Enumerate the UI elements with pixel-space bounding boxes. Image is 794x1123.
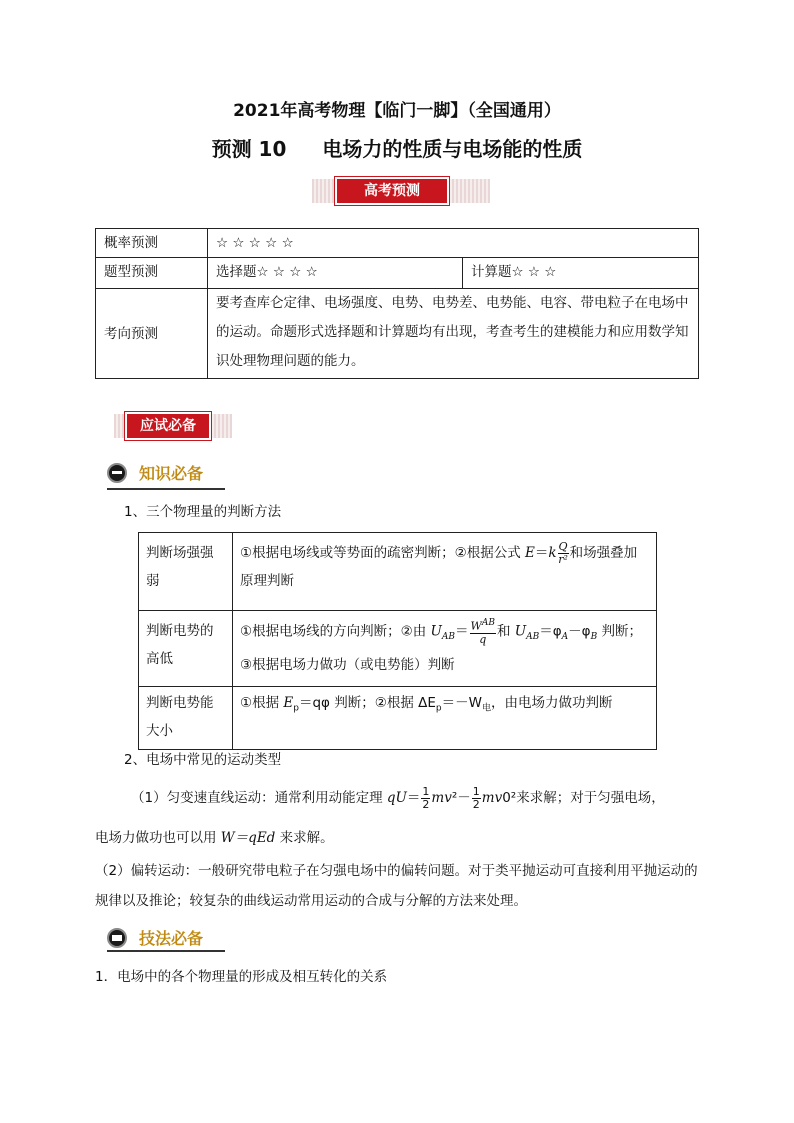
doc-title: 2021年高考物理【临门一脚】（全国通用） <box>233 101 561 121</box>
section-circle-icon <box>107 463 127 483</box>
cell-value: 选择题☆ ☆ ☆ ☆ <box>208 258 463 289</box>
cell-label: 判断场强强弱 <box>139 533 233 611</box>
list-item: 2、电场中常见的运动类型 <box>124 752 282 768</box>
cell-value: 要考查库仑定律、电场强度、电势、电势差、电势能、电容、带电粒子在电场中的运动。命题形式选择题和计算题均有出现，考查考生的建模能力和应用数学知识处理物理问题的能力。 <box>208 289 699 379</box>
section-circle-icon <box>107 928 127 948</box>
cell-value: ①根据电场线的方向判断；②由 $U_{AB}=$ $\frac{W^{AB}}{q}$ 和 $U_{AB}=\varphi_A-\varphi_B$ 判断；③根据电场力做功（或电势能）判断 <box>233 611 657 687</box>
cell-value: 计算题☆ ☆ ☆ <box>463 258 699 289</box>
fraction: $\frac{1}{2}$ <box>422 784 430 811</box>
fraction: $\frac{Q}{\text{r²}}$ <box>558 539 568 566</box>
banner-label: 高考预测 <box>337 179 447 203</box>
subtitle-number: 预测 10 <box>211 137 287 161</box>
cell-label: 题型预测 <box>96 258 208 289</box>
list-item: 1．电场中的各个物理量的形成及相互转化的关系 <box>95 969 388 985</box>
list-item: 1、三个物理量的判断方法 <box>124 504 282 520</box>
section-title: 技法必备 <box>139 929 204 948</box>
section-title: 知识必备 <box>139 464 204 483</box>
banner-yingshi-bibei <box>114 413 232 439</box>
subtitle-text: 电场力的性质与电场能的性质 <box>322 137 583 161</box>
paragraph: 电场力做功也可以用 W＝qEd 来求解。 <box>95 830 334 846</box>
section-divider <box>107 488 225 490</box>
banner-label: 应试必备 <box>127 414 209 438</box>
paragraph: （1）匀变速直线运动：通常利用动能定理 qU＝ $\frac{1}{2}$ mv²－ $\frac{1}{2}$ mv0²来求解；对于匀强电场， <box>131 784 665 811</box>
fraction: $\frac{W^{AB}}{q}$ <box>470 618 495 646</box>
cell-value: ①根据 $E_p=q\varphi$ 判断；②根据 $\Delta E_p=-W_电$，由电场力做功判断 <box>233 687 657 750</box>
section-technique-header <box>107 926 203 949</box>
paragraph: （2）偏转运动：一般研究带电粒子在匀强电场中的偏转问题。对于类平抛运动可直接利用平抛运动的规律以及推论；较复杂的曲线运动常用运动的合成与分解的方法来处理。 <box>95 863 698 909</box>
section-knowledge-header <box>107 461 203 484</box>
fraction: $\frac{1}{2}$ <box>472 784 480 811</box>
doc-subtitle <box>0 133 794 162</box>
forecast-table <box>95 228 699 379</box>
cell-label: 考向预测 <box>96 289 208 379</box>
judgment-table <box>138 532 657 750</box>
cell-label: 概率预测 <box>96 229 208 258</box>
section-divider <box>107 950 225 952</box>
banner-gaokao-yuce <box>312 178 490 204</box>
cell-label: 判断电势能大小 <box>139 687 233 750</box>
cell-value: ①根据电场线或等势面的疏密判断；②根据公式 E＝k $\frac{Q}{\text{r²}}$ 和场强叠加原理判断 <box>233 533 657 611</box>
cell-value: ☆ ☆ ☆ ☆ ☆ <box>208 229 699 258</box>
cell-label: 判断电势的高低 <box>139 611 233 687</box>
